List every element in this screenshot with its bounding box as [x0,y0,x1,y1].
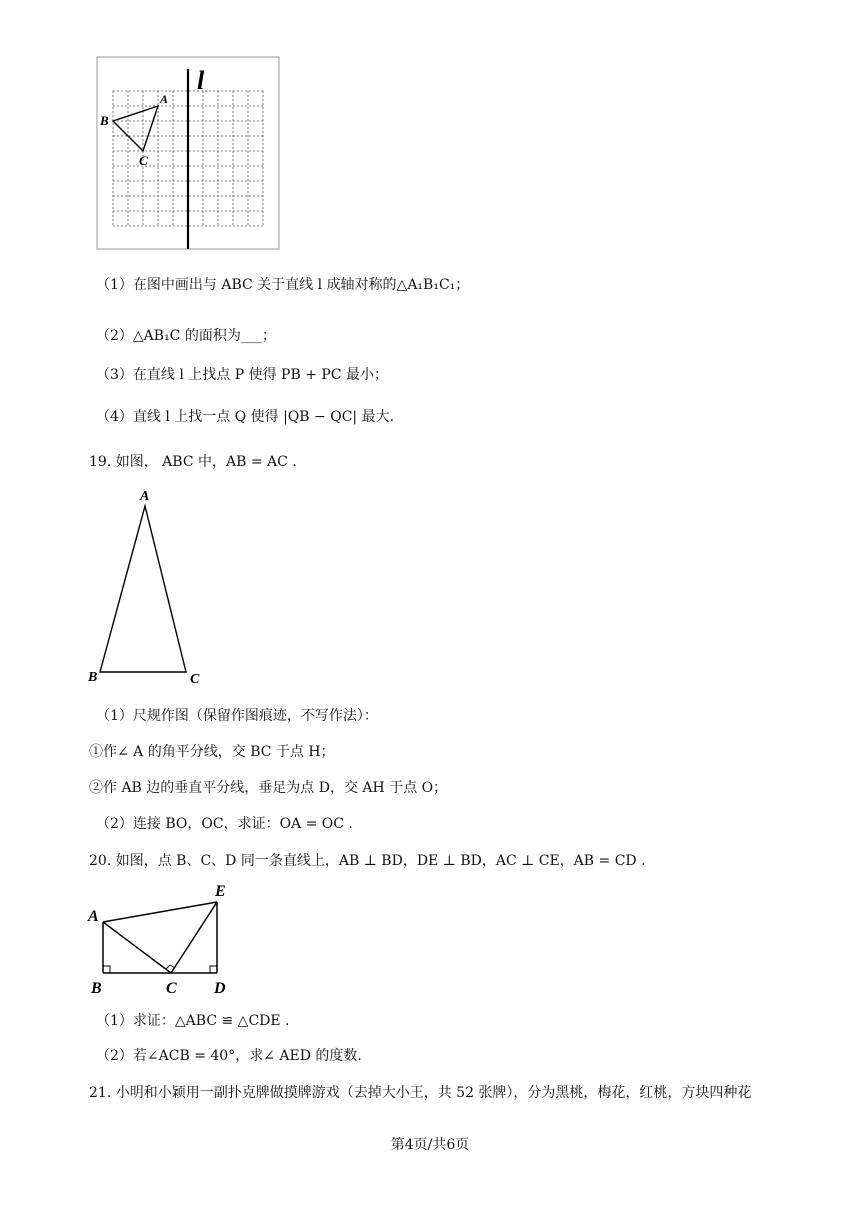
triangles-figure [86,878,246,1000]
vertex-label-c2: C [166,980,177,997]
q19-part2: （2）连接 BO，OC，求证：OA = OC . [96,816,353,832]
vertex-label-a2: A [88,908,99,925]
line-label-l: l [197,66,205,95]
vertex-label-c: C [190,672,200,687]
q19-part1: （1）尺规作图（保留作图痕迹，不写作法）： [96,708,378,724]
vertex-label-a: A [140,489,150,504]
q19-stem: 19. 如图， ABC 中，AB = AC . [89,454,297,470]
vertex-label-b2: B [91,980,102,997]
point-label-a: A [160,92,169,106]
triangle-abc-isosceles [100,506,186,672]
q18-part4: （4）直线 l 上找一点 Q 使得 |QB − QC| 最大. [96,409,395,425]
point-label-c: C [139,153,148,168]
q20-part2: （2）若∠ACB = 40°，求∠ AED 的度数. [96,1048,362,1064]
vertex-label-d: D [214,980,226,997]
q18-part2: （2）△AB₁C 的面积为___； [96,328,276,344]
q19-part1b: ②作 AB 边的垂直平分线，垂足为点 D，交 AH 于点 O； [89,780,448,796]
point-label-b: B [100,113,109,128]
q20-part1: （1）求证：△ABC ≌ △CDE . [96,1013,290,1029]
vertex-label-e: E [215,883,226,900]
vertex-label-b: B [88,670,98,685]
q18-part1: （1）在图中画出与 ABC 关于直线 l 成轴对称的△A₁B₁C₁； [96,277,470,293]
isosceles-triangle-figure [86,484,216,689]
q21-stem: 21. 小明和小颖用一副扑克牌做摸牌游戏（去掉大小王，共 52 张牌），分为黑桃，梅花，红桃，方块四种花 [89,1085,752,1101]
q20-stem: 20. 如图，点 B、C、D 同一条直线上，AB ⊥ BD，DE ⊥ BD，AC ⊥ CE，AB = CD . [89,853,646,869]
page-footer: 第4页/共6页 [390,1137,470,1153]
q19-part1a: ①作∠ A 的角平分线，交 BC 于点 H； [89,744,335,760]
grid-figure [95,55,281,251]
q18-part3: （3）在直线 l 上找点 P 使得 PB + PC 最小； [96,367,388,383]
